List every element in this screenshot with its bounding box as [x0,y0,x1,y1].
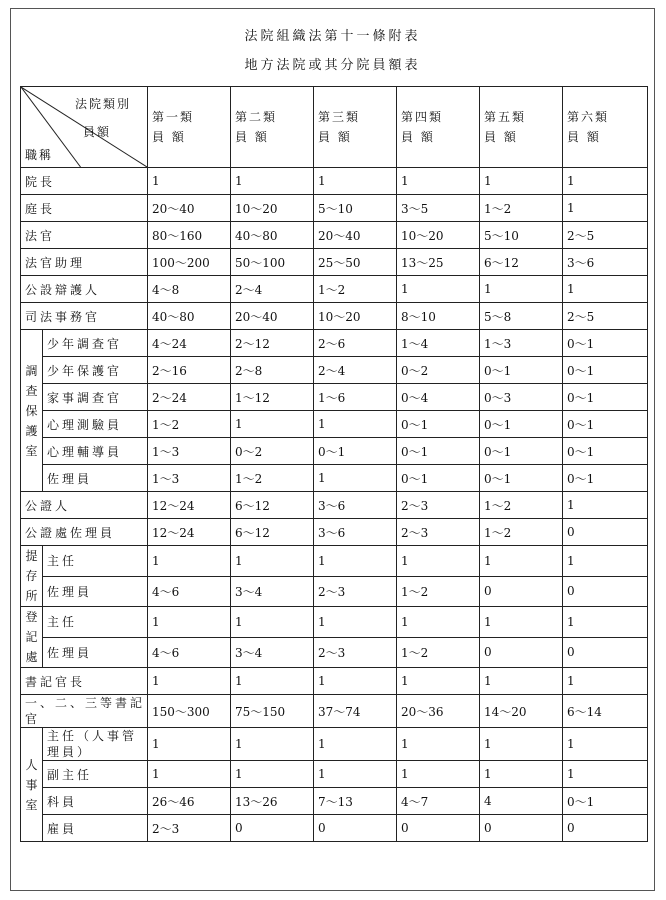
staff-count-cell: 1～2 [397,576,480,607]
staff-count-cell: 2～16 [148,357,231,384]
table-row [21,276,648,303]
staff-count-cell: 4～6 [148,637,231,668]
staff-count-cell: 1 [231,728,314,761]
staff-count-cell: 40～80 [148,303,231,330]
staff-count-cell: 100～200 [148,249,231,276]
row-label: 公證處佐理員 [21,519,148,546]
table-row [21,815,648,842]
row-label: 佐理員 [43,465,148,492]
group-label-personnel: 人事室 [21,728,43,842]
staff-count-cell: 4 [480,788,563,815]
staff-count-cell: 1 [148,728,231,761]
staff-count-cell: 1 [480,728,563,761]
row-label: 司法事務官 [21,303,148,330]
staff-count-cell: 1 [563,492,648,519]
staff-count-cell: 1 [148,168,231,195]
row-label: 主任（人事管理員） [43,728,148,761]
table-row [21,788,648,815]
row-label: 公證人 [21,492,148,519]
table-row [21,411,648,438]
staff-count-cell: 1～3 [480,330,563,357]
staff-count-cell: 0～1 [563,384,648,411]
table-row [21,668,648,695]
staff-count-cell: 1～3 [148,465,231,492]
staff-count-cell: 1 [563,168,648,195]
staff-count-cell: 1 [480,546,563,577]
staff-count-cell: 3～4 [231,576,314,607]
staff-count-cell: 1 [314,728,397,761]
staff-count-cell: 0 [480,637,563,668]
staff-count-cell: 2～6 [314,330,397,357]
table-row [21,728,648,761]
table-row [21,465,648,492]
staff-count-cell: 26～46 [148,788,231,815]
staff-count-cell: 4～8 [148,276,231,303]
staff-count-cell: 2～8 [231,357,314,384]
staff-count-cell: 2～24 [148,384,231,411]
staff-count-cell: 13～25 [397,249,480,276]
staff-count-cell: 1 [563,276,648,303]
staff-count-cell: 0～4 [397,384,480,411]
staff-count-cell: 1～12 [231,384,314,411]
staff-count-cell: 1 [563,728,648,761]
row-label: 科員 [43,788,148,815]
staff-count-cell: 0～3 [480,384,563,411]
staff-count-cell: 6～14 [563,695,648,728]
staff-count-cell: 1～2 [480,492,563,519]
staff-count-cell: 2～4 [314,357,397,384]
group-label-registration: 登記處 [21,607,43,668]
staff-count-cell: 0 [480,815,563,842]
staff-count-cell: 8～10 [397,303,480,330]
table-row [21,222,648,249]
staff-count-cell: 1 [480,607,563,638]
staff-count-cell: 4～6 [148,576,231,607]
table-row [21,438,648,465]
staff-count-cell: 1 [480,668,563,695]
staff-count-cell: 1 [314,411,397,438]
table-row [21,695,648,728]
staff-count-cell: 10～20 [314,303,397,330]
row-label: 書記官長 [21,668,148,695]
staff-count-cell: 20～40 [314,222,397,249]
staff-count-cell: 2～3 [314,637,397,668]
staff-count-cell: 5～10 [314,195,397,222]
staff-count-cell: 1～2 [148,411,231,438]
staff-count-cell: 1 [397,668,480,695]
row-label: 少年保護官 [43,357,148,384]
staff-count-cell: 20～40 [148,195,231,222]
staff-count-cell: 1 [314,668,397,695]
staff-count-cell: 1 [314,168,397,195]
staff-count-cell: 0～1 [480,465,563,492]
row-label: 雇員 [43,815,148,842]
staff-count-cell: 1～3 [148,438,231,465]
row-label: 佐理員 [43,576,148,607]
staff-count-cell: 7～13 [314,788,397,815]
staff-count-cell: 0～1 [563,465,648,492]
column-header-1: 第一類 員 額 [148,87,231,168]
table-row [21,330,648,357]
row-label: 副主任 [43,761,148,788]
staff-count-cell: 3～6 [563,249,648,276]
staff-count-cell: 0 [563,637,648,668]
staff-count-cell: 1 [314,607,397,638]
staff-count-cell: 2～5 [563,222,648,249]
row-label: 法官 [21,222,148,249]
column-header-5: 第五類 員 額 [480,87,563,168]
group-label-deposit: 提存所 [21,546,43,607]
staff-count-cell: 50～100 [231,249,314,276]
staff-count-cell: 0～1 [563,788,648,815]
staff-count-cell: 1 [397,168,480,195]
row-label: 庭長 [21,195,148,222]
staff-count-cell: 1 [480,276,563,303]
corner-header [21,87,148,168]
staff-count-cell: 0～1 [397,438,480,465]
staff-count-cell: 0～1 [480,438,563,465]
table-title: 地方法院或其分院員額表 [244,58,421,73]
column-header-3: 第三類 員 額 [314,87,397,168]
staff-count-cell: 1 [397,607,480,638]
staff-count-cell: 1 [480,168,563,195]
row-label: 院長 [21,168,148,195]
staff-count-cell: 1 [231,668,314,695]
staff-count-cell: 0～1 [480,411,563,438]
staff-count-cell: 0 [231,815,314,842]
table-row [21,637,648,668]
staff-count-cell: 1 [148,607,231,638]
staff-count-cell: 2～12 [231,330,314,357]
staff-count-cell: 4～7 [397,788,480,815]
staff-count-cell: 0～1 [563,357,648,384]
table-row [21,384,648,411]
staff-count-cell: 0～1 [480,357,563,384]
staff-count-cell: 1～2 [397,637,480,668]
row-label: 主任 [43,607,148,638]
staff-count-cell: 80～160 [148,222,231,249]
staff-count-cell: 0～2 [397,357,480,384]
table-row [21,546,648,577]
group-label-investigation: 調查保護室 [21,330,43,492]
staff-count-cell: 3～5 [397,195,480,222]
staff-count-cell: 0～1 [563,411,648,438]
staff-count-cell: 0 [563,576,648,607]
header-row [21,87,648,168]
staffing-table [20,86,648,842]
staff-count-cell: 3～6 [314,519,397,546]
staff-count-cell: 1～2 [480,519,563,546]
staff-count-cell: 0～1 [563,438,648,465]
table-row [21,357,648,384]
staff-count-cell: 0 [563,815,648,842]
staff-count-cell: 1 [231,607,314,638]
row-label: 主任 [43,546,148,577]
staff-count-cell: 1 [563,761,648,788]
staff-count-cell: 6～12 [480,249,563,276]
document-title: 法院組織法第十一條附表 [244,29,421,44]
staff-count-cell: 13～26 [231,788,314,815]
staff-count-cell: 1 [231,761,314,788]
row-label: 公設辯護人 [21,276,148,303]
staff-count-cell: 0～2 [231,438,314,465]
staff-count-cell: 75～150 [231,695,314,728]
staff-count-cell: 1 [563,668,648,695]
staff-count-cell: 10～20 [231,195,314,222]
staff-count-cell: 20～36 [397,695,480,728]
staff-count-cell: 0～1 [397,465,480,492]
staff-count-cell: 1 [148,761,231,788]
staff-count-cell: 37～74 [314,695,397,728]
staff-count-cell: 1 [148,546,231,577]
row-label: 心理測驗員 [43,411,148,438]
staff-count-cell: 12～24 [148,492,231,519]
staff-count-cell: 40～80 [231,222,314,249]
staff-count-cell: 6～12 [231,519,314,546]
column-header-2: 第二類 員 額 [231,87,314,168]
staff-count-cell: 2～5 [563,303,648,330]
row-label: 法官助理 [21,249,148,276]
staff-count-cell: 2～3 [148,815,231,842]
column-header-4: 第四類 員 額 [397,87,480,168]
corner-staff-label: 員額 [82,125,111,139]
staff-count-cell: 5～10 [480,222,563,249]
staff-count-cell: 1 [148,668,231,695]
staff-count-cell: 1 [397,761,480,788]
staff-count-cell: 1～2 [314,276,397,303]
staff-count-cell: 1～6 [314,384,397,411]
row-label: 心理輔導員 [43,438,148,465]
corner-position-label: 職稱 [25,148,54,162]
row-label: 家事調查官 [43,384,148,411]
staff-count-cell: 10～20 [397,222,480,249]
table-row [21,492,648,519]
staff-count-cell: 2～3 [397,492,480,519]
table-row [21,168,648,195]
staff-count-cell: 1 [231,168,314,195]
staff-count-cell: 1 [563,546,648,577]
staff-count-cell: 1 [563,607,648,638]
staff-count-cell: 0～1 [397,411,480,438]
staff-count-cell: 1 [397,728,480,761]
staff-count-cell: 1 [231,546,314,577]
corner-category-label: 法院類別 [74,97,131,111]
table-row [21,761,648,788]
row-label: 少年調查官 [43,330,148,357]
staff-count-cell: 0～1 [563,330,648,357]
staff-count-cell: 2～4 [231,276,314,303]
staff-count-cell: 150～300 [148,695,231,728]
staff-count-cell: 1 [314,546,397,577]
column-header-6: 第六類 員 額 [563,87,648,168]
staff-count-cell: 1 [231,411,314,438]
staff-count-cell: 4～24 [148,330,231,357]
staff-count-cell: 1 [480,761,563,788]
table-row [21,607,648,638]
staff-count-cell: 1 [314,761,397,788]
staff-count-cell: 3～4 [231,637,314,668]
table-row [21,249,648,276]
staff-count-cell: 1 [314,465,397,492]
staff-count-cell: 20～40 [231,303,314,330]
staff-count-cell: 1 [397,276,480,303]
staff-count-cell: 2～3 [397,519,480,546]
row-label: 一、二、三等書記官 [21,695,148,728]
staff-count-cell: 5～8 [480,303,563,330]
staff-count-cell: 0 [480,576,563,607]
table-row [21,576,648,607]
staff-count-cell: 6～12 [231,492,314,519]
staff-count-cell: 1 [397,546,480,577]
staff-count-cell: 1～2 [231,465,314,492]
row-label: 佐理員 [43,637,148,668]
table-row [21,195,648,222]
staff-count-cell: 14～20 [480,695,563,728]
staff-count-cell: 1～2 [480,195,563,222]
staff-count-cell: 2～3 [314,576,397,607]
staff-count-cell: 1～4 [397,330,480,357]
staff-count-cell: 0 [314,815,397,842]
staff-count-cell: 3～6 [314,492,397,519]
staff-count-cell: 25～50 [314,249,397,276]
document-page [10,8,655,891]
staff-count-cell: 0～1 [314,438,397,465]
staff-count-cell: 0 [563,519,648,546]
staff-count-cell: 12～24 [148,519,231,546]
staff-count-cell: 1 [563,195,648,222]
table-row [21,303,648,330]
table-row [21,519,648,546]
staff-count-cell: 0 [397,815,480,842]
